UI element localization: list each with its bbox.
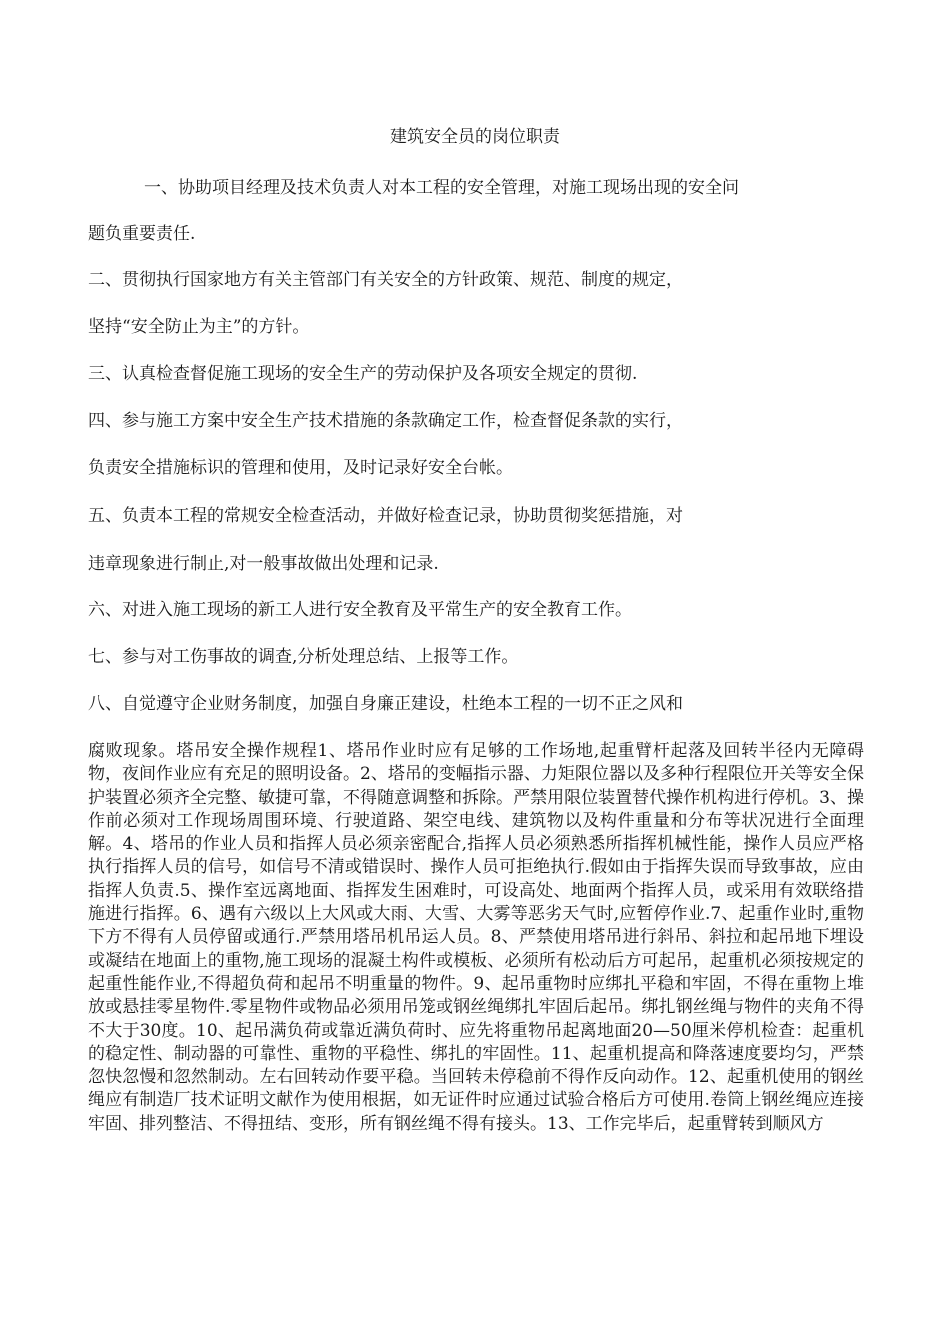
paragraph-line: 八、自觉遵守企业财务制度，加强自身廉正建设，杜绝本工程的一切不正之风和 bbox=[88, 694, 683, 714]
dense-paragraph: 腐败现象。塔吊安全操作规程1、塔吊作业时应有足够的工作场地,起重臂杆起落及回转半径内无障碍物，夜间作业应有充足的照明设备。2、塔吊的变幅指示器、力矩限位器以及多种行程限位开关等安全保护装置必须齐全完整、敏捷可靠，不得随意调整和拆除。严禁用限位装置替代操作机构进行停机。3、操作前必须对工作现场周围环境、行驶道路、架空电线、建筑物以及构件重量和分布等状况进行全面理解。4、塔吊的作业人员和指挥人员必须亲密配合,指挥人员必须熟悉所指挥机械性能，操作人员应严格执行指挥人员的信号，如信号不清或错误时、操作人员可拒绝执行.假如由于指挥失误而导致事故，应由指挥人负责.5、操作室远离地面、指挥发生困难时，可设高处、地面两个指挥人员，或采用有效联络措施进行指挥。6、遇有六级以上大风或大雨、大雪、大雾等恶劣天气时,应暂停作业.7、起重作业时,重物下方不得有人员停留或通行.严禁用塔吊机吊运人员。8、严禁使用塔吊进行斜吊、斜拉和起吊地下埋设或凝结在地面上的重物,施工现场的混凝土构件或模板、必须所有松动后方可起吊，起重机必须按规定的起重性能作业,不得超负荷和起吊不明重量的物件。9、起吊重物时应绑扎平稳和牢固，不得在重物上堆放或悬挂零星物件.零星物件或物品必须用吊笼或钢丝绳绑扎牢固后起吊。绑扎钢丝绳与物件的夹角不得不大于30度。10、起吊满负荷或靠近满负荷时、应先将重物吊起离地面20—50厘米停机检查：起重机的稳定性、制动器的可靠性、重物的平稳性、绑扎的牢固性。11、起重机提高和降落速度要均匀，严禁忽快忽慢和忽然制动。左右回转动作要平稳。当回转未停稳前不得作反向动作。12、起重机使用的钢丝绳应有制造厂技术证明文献作为使用根据，如无证件时应通过试验合格后方可使用.卷筒上钢丝绳应连接牢固、排列整洁、不得扭结、变形，所有钢丝绳不得有接头。13、工作完毕后，起重臂转到顺风方 bbox=[88, 741, 864, 1134]
paragraph-line: 七、参与对工伤事故的调查,分析处理总结、上报等工作。 bbox=[88, 647, 519, 667]
paragraph-line: 坚持“安全防止为主”的方针。 bbox=[88, 317, 310, 337]
document-title: 建筑安全员的岗位职责 bbox=[390, 127, 560, 147]
paragraph-line: 题负重要责任. bbox=[88, 224, 196, 244]
paragraph-line: 四、参与施工方案中安全生产技术措施的条款确定工作，检查督促条款的实行， bbox=[88, 411, 683, 431]
paragraph-line: 六、对进入施工现场的新工人进行安全教育及平常生产的安全教育工作。 bbox=[88, 600, 632, 620]
paragraph-line: 二、贯彻执行国家地方有关主管部门有关安全的方针政策、规范、制度的规定， bbox=[88, 270, 683, 290]
paragraph-line: 三、认真检查督促施工现场的安全生产的劳动保护及各项安全规定的贯彻. bbox=[88, 364, 638, 384]
paragraph-line: 负责安全措施标识的管理和使用，及时记录好安全台帐。 bbox=[88, 458, 513, 478]
paragraph-line: 五、负责本工程的常规安全检查活动，并做好检查记录，协助贯彻奖惩措施，对 bbox=[88, 506, 683, 526]
paragraph-line: 一、协助项目经理及技术负责人对本工程的安全管理，对施工现场出现的安全问 bbox=[144, 178, 739, 198]
paragraph-line: 违章现象进行制止,对一般事故做出处理和记录. bbox=[88, 554, 439, 574]
